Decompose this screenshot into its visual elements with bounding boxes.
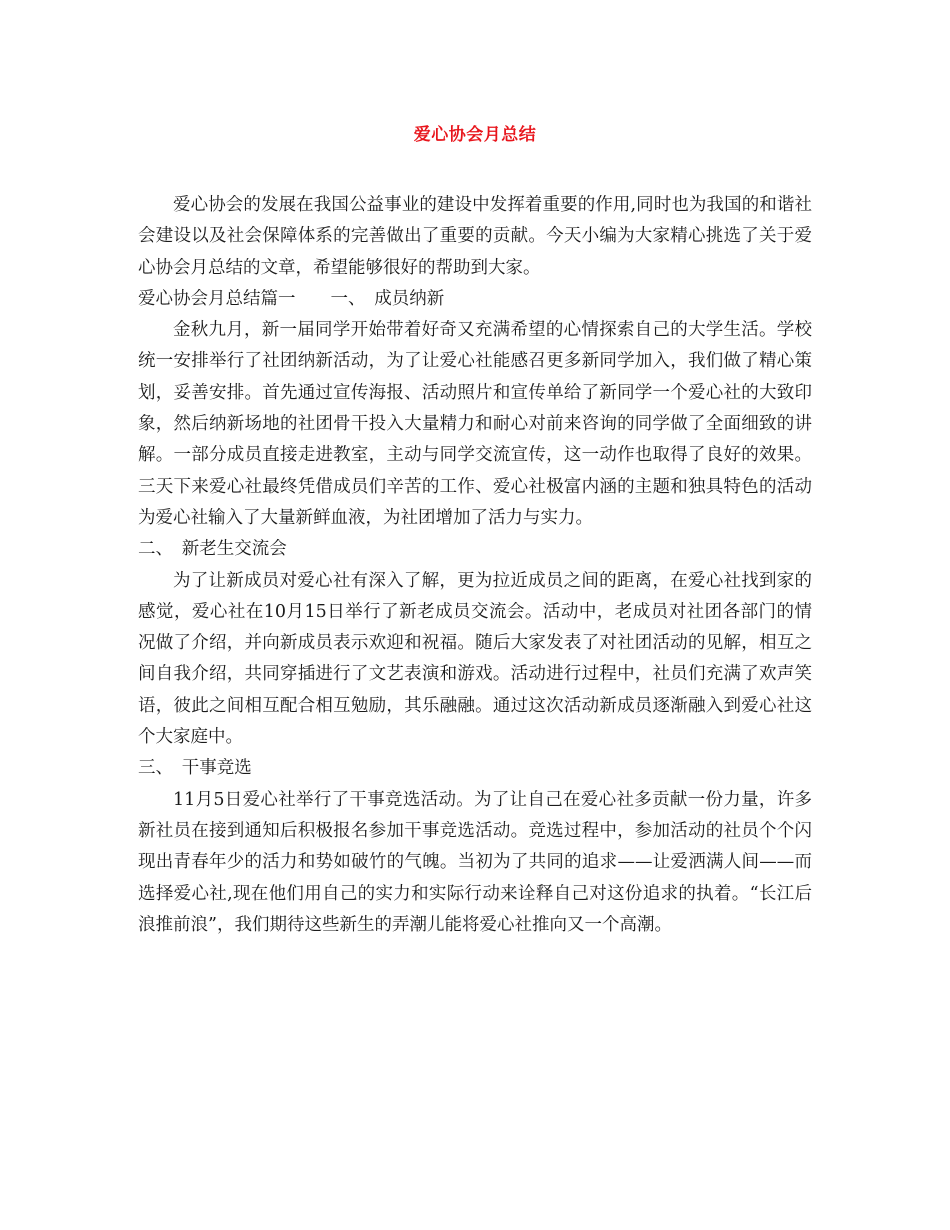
intro-paragraph: 爱心协会的发展在我国公益事业的建设中发挥着重要的作用,同时也为我国的和谐社会建设以及社会保障体系的完善做出了重要的贡献。今天小编为大家精心挑选了关于爱心协会月总结的文章，希望能够很好的帮助到大家。 (138, 195, 812, 278)
section2-paragraph: 为了让新成员对爱心社有深入了解，更为拉近成员之间的距离，在爱心社找到家的感觉，爱心社在10月15日举行了新老成员交流会。活动中，老成员对社团各部门的情况做了介绍，并向新成员表示欢迎和祝福。随后大家发表了对社团活动的见解，相互之间自我介绍，共同穿插进行了文艺表演和游戏。活动进行过程中，社员们充满了欢声笑语，彼此之间相互配合相互勉励，其乐融融。通过这次活动新成员逐渐融入到爱心社这个大家庭中。 (138, 570, 812, 748)
section2-heading: 二、 新老生交流会 (138, 539, 287, 560)
document-title: 爱心协会月总结 (413, 125, 537, 145)
section3-heading: 三、 干事竞选 (138, 758, 252, 779)
section1-paragraph: 金秋九月，新一届同学开始带着好奇又充满希望的心情探索自己的大学生活。学校统一安排举行了社团纳新活动，为了让爱心社能感召更多新同学加入，我们做了精心策划，妥善安排。首先通过宣传海报、活动照片和宣传单给了新同学一个爱心社的大致印象，然后纳新场地的社团骨干投入大量精力和耐心对前来咨询的同学做了全面细致的讲解。一部分成员直接走进教室，主动与同学交流宣传，这一动作也取得了良好的效果。三天下来爱心社最终凭借成员们辛苦的工作、爱心社极富内涵的主题和独具特色的活动为爱心社输入了大量新鲜血液，为社团增加了活力与实力。 (138, 320, 812, 528)
section3-paragraph: 11月5日爱心社举行了干事竞选活动。为了让自己在爱心社多贡献一份力量，许多新社员在接到通知后积极报名参加干事竞选活动。竞选过程中，参加活动的社员个个闪现出青春年少的活力和势如破竹的气魄。当初为了共同的追求——让爱洒满人间——而选择爱心社,现在他们用自己的实力和实际行动来诠释自己对这份追求的执着。“长江后浪推前浪”，我们期待这些新生的弄潮儿能将爱心社推向又一个高潮。 (138, 789, 812, 935)
document-body (138, 190, 812, 941)
article-heading: 爱心协会月总结篇一 一、 成员纳新 (138, 288, 445, 309)
